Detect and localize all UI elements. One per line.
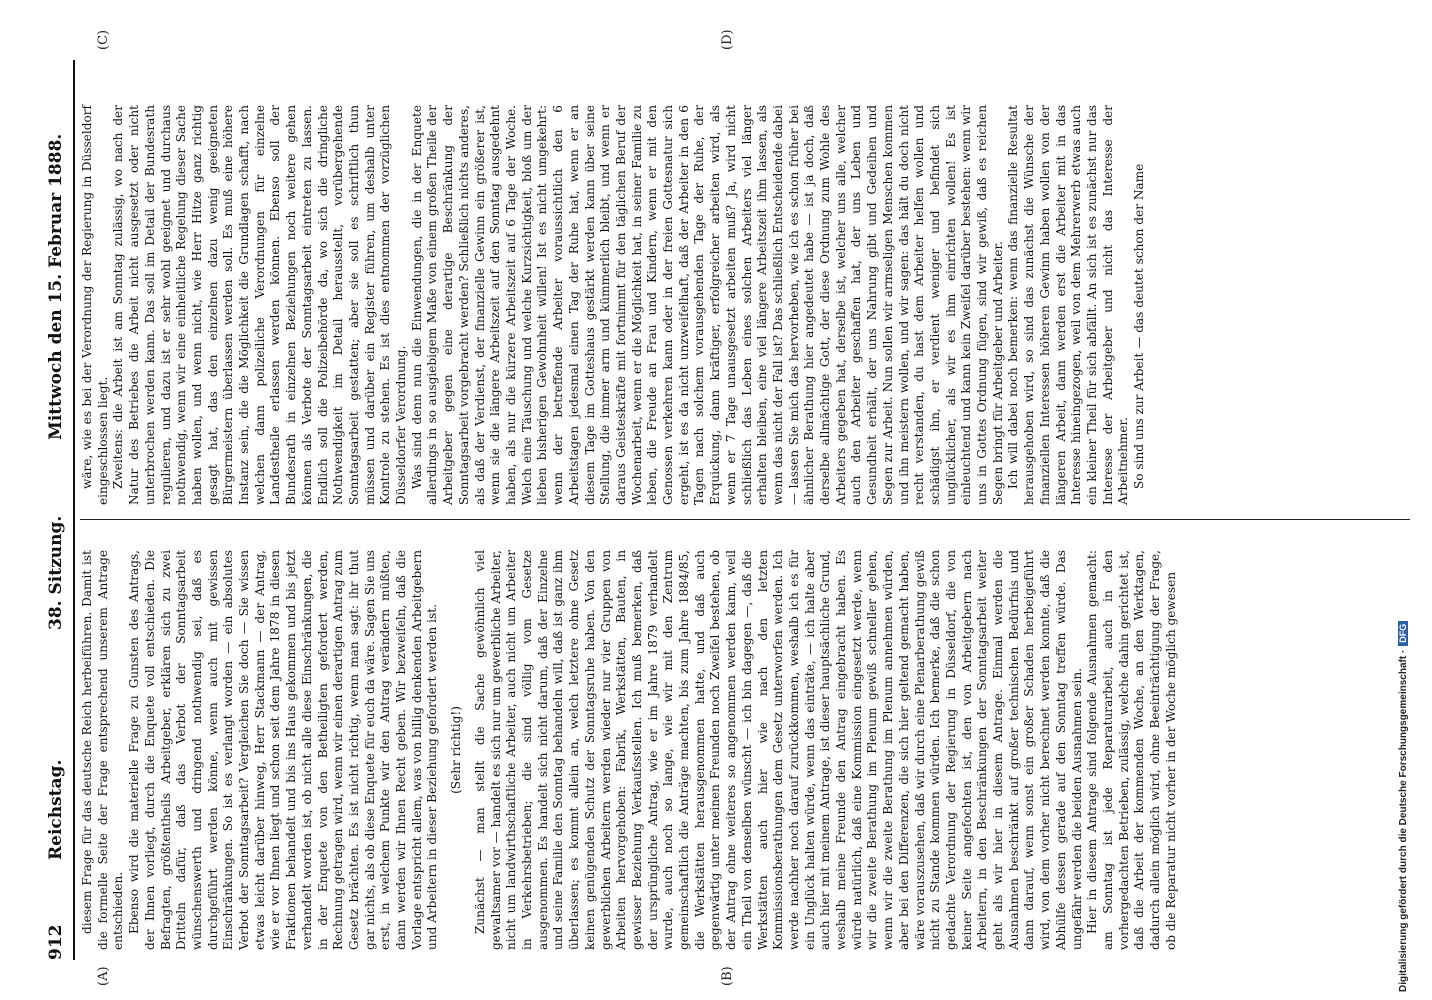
paragraph: Ebenso wird die materielle Frage zu Gunsten des Antrags, der Ihnen vorliegt, durch die Enquete voll entschieden. Die Befragten, größtentheils Arbeitgeber, erklären sich zu zwei Dritteln dafür, daß das Verbot der Sonntagsarbeit wünschenswerth und dringend nothwendig sei, daß es durchgeführt werden könne, wenn auch mit gewissen Einschränkungen. So ist es verlangt worden — ein absolutes Verbot der Sonntagsarbeit? Vergleichen Sie doch — Sie wissen etwas leicht darüber hinweg, Herr Stackmann — der Antrag, wie er vor Ihnen liegt und schon seit dem Jahre 1878 in diesen Fraktionen behandelt und bis ins Haus gekommen und bis jetzt verhandelt worden ist, ob nicht alle diese Einschränkungen, die in der Enquete von den Betheiligten gefordert werden, Rechnung getragen wird, wenn wir einen derartigen Antrag zum Gesetz brächten. Es ist nicht richtig, wenn man sagt: ihr thut gar nichts, als ob diese Enquete für euch da wäre. Sagen Sie uns erst, in welchem Punkte wir den Antrag verändern müßten, dann werden wir Ihnen Recht geben. Wir bezweifeln, daß die Vorlage entspricht allem, was von billig denkenden Arbeitgebern und Arbeitern in dieser Beziehung gefordert werden ist. [127, 550, 440, 950]
margin-mark-b: (B) [720, 966, 735, 986]
session-date: Mittwoch den 15. Februar 1888. [46, 133, 66, 440]
margin-mark-c: (C) [96, 29, 111, 50]
dfg-logo: DFG [1398, 621, 1408, 646]
paragraph: Hier in diesem Antrage sind folgende Ausnahmen gemacht: am Sonntag ist jede Reparaturarbeit, auch in den vorhergedachten Betrieben, zulässig, welche dahin gerichtet ist, daß die Arbeit der kommenden Woche, an den Werktagen, dadurch allein möglich wird, ohne Beeinträchtigung der Frage, ob die Reparatur nicht vorher in der Woche möglich gewesen [1085, 550, 1178, 950]
paragraph: So sind uns zur Arbeit — das deutet schon der Name [1132, 163, 1147, 489]
interjection: (Sehr richtig!) [449, 706, 464, 794]
digitization-credit [1398, 621, 1409, 992]
paragraph: diesem Frage für das deutsche Reich herbeiführen. Damit ist die formelle Seite der Frage entsprechend unserem Antrage entschieden. [80, 550, 126, 950]
right-column [80, 105, 1148, 505]
paragraph: Zunächst — man stellt die Sache gewöhnlich viel gewaltsamer vor — handelt es sich nur um gewerbliche Arbeiter, nicht um landwirthschaftliche Arbeiter, auch nicht um Arbeiter in Verkehrsbetrieben; die sind völlig vom Gesetze ausgenommen. Es handelt sich nicht darum, daß der Einzelne und seine Familie den Sonntag behandeln will, daß ist ganz ihm überlassen; es kommt allein an, welch letztere ohne Gesetz keinen genügenden Schutz der Sonntagsruhe haben. Von den gewerblichen Arbeitern werden wieder nur vier Gruppen von Arbeiten hervorgehoben: Fabrik, Werkstätten, Bauten, in gewisser Beziehung Verkaufsstellen. Ich muß bemerken, daß der ursprüngliche Antrag, wie er im Jahre 1879 verhandelt wurde, auch noch so lange, wie wir mit den Zentrum gemeinschaftlich die Anträge machten, bis zum Jahre 1884/85, die Werkstätten herausgenommen hatte, und daß auch gegenwärtig unter meinen Freunden noch Zweifel bestehen, ob der Antrag ohne weiteres so angenommen werden kann, weil ein Theil von denselben wünscht — ich bin dagegen —, daß die Werkstätten auch hier wie nach den letzten Kommissionsberathungen dem Gesetz unterworfen werden. Ich werde nachher noch darauf zurückkommen, weshalb ich es für ein Unglück halten würde, wenn das einträte, — ich halte aber auch hier mit meinem Antrage, ist dieser hauptsächliche Grund, weshalb meine Freunde den Antrag eingebracht haben. Es würde natürlich, daß eine Kommission eingesetzt werde, wenn wir die zweite Berathung im Plenum gewiß schneller gehen, wenn wir die zweite Berathung im Plenum annehmen würden, aber bei den Differenzen, die sich hier geltend gemacht haben, wäre vorauszusehen, daß wir durch eine Plenarberathung gewiß nicht zu Stande kommen würden. Ich bemerke, daß die schon gedachte Verordnung der Regierung in Düsseldorf, die von keiner Seite angefochten ist, den von Arbeitgebern nach Arbeitern, in den Beschränkungen der Sonntagsarbeit weiter geht als wir hier in diesem Antrage. Einmal werden die Ausnahmen beschränkt auf großer technischen Bedürfnis und dann darauf, wenn sonst ein großer Schaden herbeigeführt wird, von dem vorher nicht berechnet werden konnte, daß die Abhülfe dessen gerade auf den Sonntag treffen würde. Das ungefähr werden die beiden Ausnahmen sein. [472, 550, 1084, 950]
paragraph: Zweitens: die Arbeit ist am Sonntag zulässig, wo nach der Natur des Betriebes die Arbeit nicht ausgesetzt oder nicht unterbrochen werden kann. Das soll im Detail der Bundesrath regulieren, und dazu ist er sehr wohl geeignet und durchaus nothwendig, wenn wir eine einheitliche Regelung dieser Sache haben wollen, und wenn nicht, wie Herr Hitze ganz richtig gesagt hat, das den einzelnen dazu wenig geeigneten Bürgermeistern überlassen werden soll. Es muß eine höhere Instanz sein, die die Möglichkeit die Grundlagen schafft, nach welchen dann polizeiliche Verordnungen für einzelne Landestheile erlassen werden können. Ebenso soll der Bundesrath in einzelnen Beziehungen noch weitere gehen können als Verbote der Sonntagsarbeit eintreten zu lassen. Endlich soll die Polizeibehörde da, wo sich die dringliche Nothwendigkeit im Detail herausstellt, vorübergehende Sonntagsarbeit gestatten; aber sie soll es schriftlich thun müssen und darüber ein Register führen, um deshalb unter Kontrole zu stehen. Es ist dies entnommen der vorzüglichen Düsseldorfer Verordnung. [111, 105, 409, 505]
paragraph: wäre, wie es bei der Verordnung der Regierung in Düsseldorf eingeschlossen liegt. [80, 105, 110, 505]
chamber-title: Reichstag. [46, 759, 66, 860]
margin-mark-a: (A) [96, 966, 111, 986]
credit-text: Digitalisierung gefördert durch die Deutsche Forschungsgemeinschaft · [1398, 649, 1409, 992]
header-rule [73, 60, 75, 960]
page-number: 912 [46, 924, 66, 960]
session-title: 38. Sitzung. [46, 515, 66, 630]
left-column [80, 550, 1180, 950]
column-divider [80, 519, 1410, 520]
paragraph: Ich will dabei noch bemerken: wenn das finanzielle Resultat herausgehoben wird, so sind das zunächst die Wünsche der finanziellen Interessen höheren Gewinn haben wollen von der längeren Arbeit, dann werden erst die Arbeiter mit in das Interesse hineingezogen, weil von dem Mehrerwerb etwas auch ein kleiner Theil für sich abfällt. An sich ist es zunächst nur das Interesse der Arbeitgeber und nicht das Interesse der Arbeitnehmer. [1006, 105, 1131, 505]
margin-mark-d: (D) [720, 29, 735, 50]
page-header [40, 0, 74, 1000]
paragraph: Was sind denn nun die Einwendungen, die in der Enquete allerdings in so ausgiebigem Maße von einem großen Theile der Arbeitgeber gegen eine derartige Beschränkung der Sonntagsarbeit vorgebracht werden? Schließlich nichts anderes, als daß der Verdienst, der finanzielle Gewinn ein größerer ist, wenn sie die längere Arbeitszeit auf den Sonntag ausgedehnt haben, als nur die kürzere Arbeitszeit auf 6 Tage der Woche. Welch eine Täuschung und welche Kurzsichtigkeit, bloß um der lieben bisherigen Gewohnheit willen! Ist es nicht umgekehrt: wenn der betreffende Arbeiter voraussichtlich den 6 Arbeitstagen jedesmal einen Tag der Ruhe hat, wenn er an diesem Tage im Gotteshaus gestärkt werden kann über seine Stellung, die immer arm und kümmerlich bleibt, und wenn er daraus Geisteskräfte mit fortnimmt für den täglichen Beruf der Wochenarbeit, wenn er die Möglichkeit hat, in seiner Familie zu leben, die Freude an Frau und Kindern, wenn er mit den Genossen verkehren kann oder in der freien Gottesnatur sich ergeht, ist es da nicht unzweifelhaft, daß der Arbeiter in den 6 Tagen nach solchem vorausgehenden Tage der Ruhe, der Erquickung, dann kräftiger, erfolgreicher arbeiten wird, als wenn er 7 Tage unausgesetzt arbeiten muß? Ja, wird nicht schließlich das Leben eines solchen Arbeiters viel länger erhalten bleiben, eine viel längere Arbeitszeit ihm lassen, als wenn das nicht der Fall ist? Das schließlich Entscheidende dabei — lassen Sie mich das hervorheben, wie ich es schon früher bei ähnlicher Berathung hier angedeutet habe — ist ja doch, daß derselbe allmächtige Gott, der diese Ordnung zum Wohle des Arbeiters gegeben hat, derselbe ist, welcher uns alle, welcher auch den Arbeiter geschaffen hat, der uns Leben und Gesundheit erhält, der uns Nahrung gibt und Gedeihen und Segen zur Arbeit. Nun sollen wir armseligen Menschen kommen und ihn meistern wollen, und wir sagen: das hält du doch nicht recht verstanden, du hast dem Arbeiter helfen wollen und schädigst ihn, er verdient weniger und befindet sich unglücklicher, als wir es ihm einrichten wollen! Es ist einleuchtend und kann kein Zweifel darüber bestehen: wenn wir uns in Gottes Ordnung fügen, sind wir gewiß, daß es reichen Segen bringt für Arbeitgeber und Arbeiter. [409, 105, 1005, 505]
